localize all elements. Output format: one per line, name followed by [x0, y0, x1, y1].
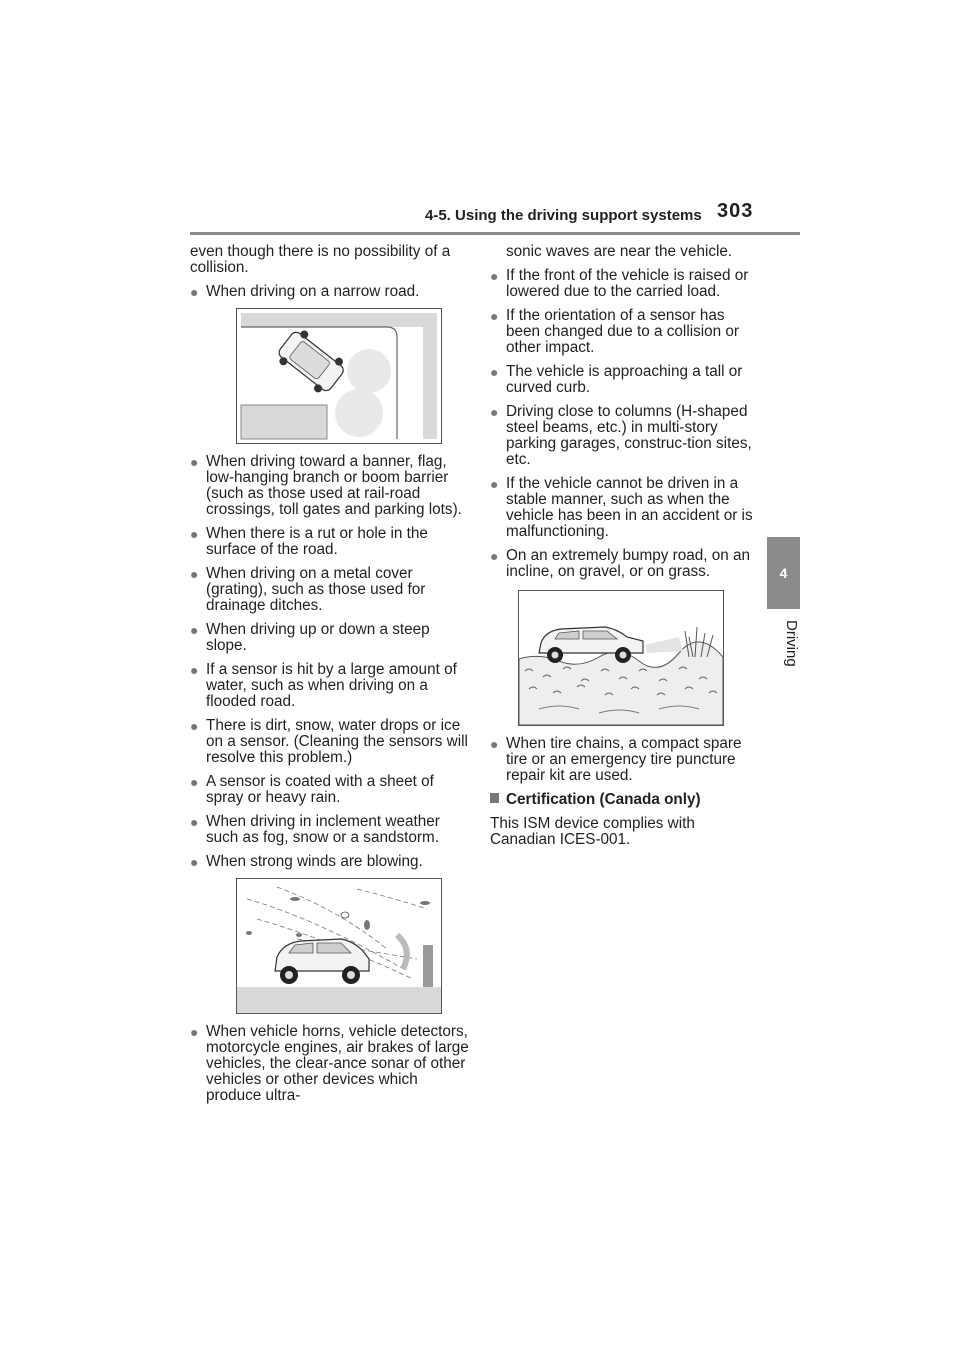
left-column	[190, 244, 470, 1112]
bullet-icon: ●	[190, 526, 199, 542]
strong-wind-illustration	[236, 878, 442, 1014]
list-item: ● There is dirt, snow, water drops or ice on a sensor. (Cleaning the sensors will resolve this problem.)	[190, 717, 468, 766]
list-item: ● When strong winds are blowing.	[190, 853, 423, 870]
section-title: 4-5. Using the driving support systems	[425, 207, 702, 224]
bullet-icon: ●	[190, 454, 199, 470]
bullet-icon: ●	[190, 774, 199, 790]
list-item: ● If the front of the vehicle is raised or lowered due to the carried load.	[490, 267, 749, 300]
bullet-icon: ●	[490, 404, 499, 420]
list-item: ● When vehicle horns, vehicle detectors, motorcycle engines, air brakes of large vehicles, the clear-ance sonar of other vehicles or other devices which produce ultra-	[190, 1023, 469, 1104]
bullet-icon: ●	[190, 718, 199, 734]
bullet-icon: ●	[190, 284, 199, 300]
square-bullet-icon	[490, 793, 499, 803]
list-item: ● When driving up or down a steep slope.	[190, 621, 430, 654]
list-item: ● Driving close to columns (H-shaped steel beams, etc.) in multi-story parking garages, construc-tion sites, etc.	[490, 403, 752, 468]
bullet-icon: ●	[490, 476, 499, 492]
chapter-number: 4	[779, 565, 788, 581]
bullet-icon: ●	[490, 736, 499, 752]
continuation-text: sonic waves are near the vehicle.	[506, 243, 733, 260]
header-rule	[190, 232, 800, 235]
bullet-icon: ●	[190, 854, 199, 870]
list-item: ● If the orientation of a sensor has been changed due to a collision or other impact.	[490, 307, 740, 356]
bullet-icon: ●	[190, 814, 199, 830]
bullet-icon: ●	[190, 662, 199, 678]
list-item: ● If the vehicle cannot be driven in a stable manner, such as when the vehicle has been in an accident or is malfunctioning.	[490, 475, 753, 540]
list-item: ● A sensor is coated with a sheet of spray or heavy rain.	[190, 773, 434, 806]
list-item: ● If a sensor is hit by a large amount of water, such as when driving on a flooded road.	[190, 661, 457, 710]
list-item: ● When driving in inclement weather such as fog, snow or a sandstorm.	[190, 813, 440, 846]
bullet-icon: ●	[190, 566, 199, 582]
bullet-icon: ●	[490, 364, 499, 380]
list-item: ● When tire chains, a compact spare tire or an emergency tire puncture repair kit are used.	[490, 735, 742, 784]
list-item: ● When driving on a narrow road.	[190, 283, 420, 300]
narrow-road-illustration	[236, 308, 442, 444]
bullet-icon: ●	[190, 622, 199, 638]
page-number: 303	[717, 200, 754, 222]
chapter-tab[interactable]	[767, 537, 800, 609]
bullet-icon: ●	[490, 308, 499, 324]
bullet-icon: ●	[490, 548, 499, 564]
list-item: ● When driving on a metal cover (grating), such as those used for drainage ditches.	[190, 565, 426, 614]
intro-text: even though there is no possibility of a collision.	[190, 243, 451, 276]
list-item: ● When there is a rut or hole in the surface of the road.	[190, 525, 428, 558]
right-column	[490, 244, 762, 856]
certification-text: This ISM device complies with Canadian ICES-001.	[490, 815, 695, 848]
bumpy-road-illustration	[518, 590, 724, 726]
bullet-icon: ●	[490, 268, 499, 284]
bullet-icon: ●	[190, 1024, 199, 1040]
list-item: ● On an extremely bumpy road, on an incline, on gravel, or on grass.	[490, 547, 751, 580]
certification-heading: Certification (Canada only)	[490, 792, 762, 808]
chapter-label: Driving	[783, 620, 800, 667]
list-item: ● When driving toward a banner, flag, low-hanging branch or boom barrier (such as those used at rail-road crossings, toll gates and parking lots).	[190, 453, 462, 518]
list-item: ● The vehicle is approaching a tall or curved curb.	[490, 363, 743, 396]
